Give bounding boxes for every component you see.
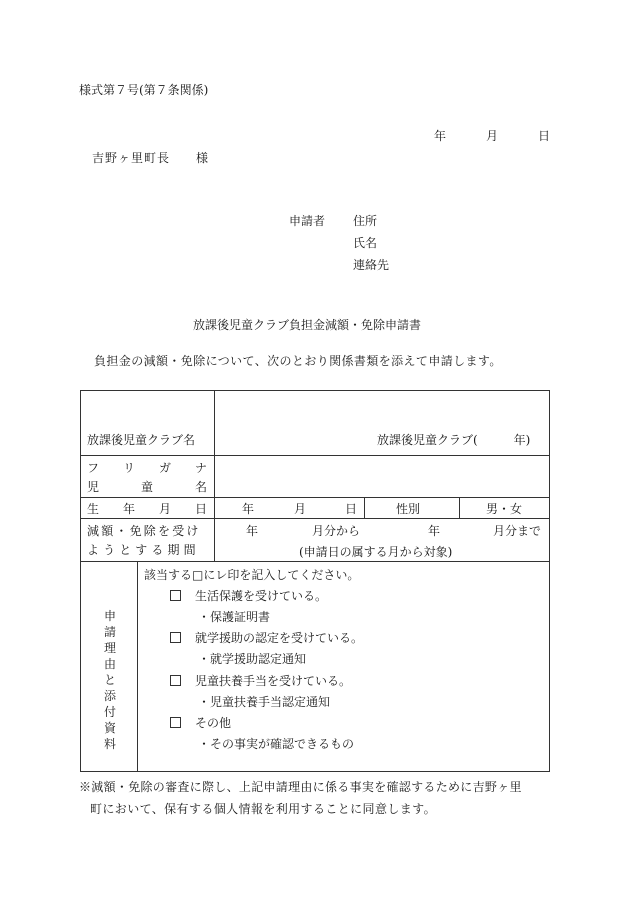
applicant-address-label: 住所	[353, 214, 378, 228]
reason-doc-4: ・その事実が確認できるもの	[198, 737, 355, 751]
child-name-label: 児 童 名	[87, 480, 207, 494]
period-label-line1: 減額・免除を受け	[87, 524, 201, 538]
checkbox-icon[interactable]	[170, 675, 181, 686]
birth-day-label: 日	[345, 502, 358, 516]
reason-doc-3: ・児童扶養手当認定通知	[198, 695, 331, 709]
period-month-to: 月分まで	[493, 524, 542, 538]
application-table	[80, 390, 550, 772]
form-number: 様式第７号(第７条関係)	[79, 83, 209, 97]
period-note: (申請日の属する月から対象)	[299, 545, 453, 559]
club-name-value[interactable]: 放課後児童クラブ( 年)	[377, 433, 531, 447]
reason-text: 児童扶養手当を受けている。	[195, 674, 352, 688]
period-year-from: 年	[246, 524, 259, 538]
reason-instruction: 該当する□にレ印を記入してください。	[144, 568, 360, 582]
checkbox-icon[interactable]	[170, 717, 181, 728]
reason-doc-1: ・保護証明書	[198, 610, 271, 624]
applicant-name-label: 氏名	[353, 236, 378, 250]
birth-month-label: 月	[294, 502, 307, 516]
furigana-label: フ リ ガ ナ	[87, 461, 207, 475]
sex-value[interactable]: 男・女	[486, 502, 523, 516]
reason-option-2[interactable]	[170, 631, 363, 645]
date-year-label: 年	[434, 129, 447, 143]
birth-year-label: 年	[242, 502, 255, 516]
consent-line-2: 町において、保有する個人情報を利用することに同意します。	[90, 802, 437, 816]
row-divider	[81, 497, 549, 498]
applicant-contact-label: 連絡先	[353, 258, 390, 272]
row-divider	[81, 455, 549, 456]
period-label-line2: ようとする期間	[87, 543, 200, 557]
reason-option-1[interactable]	[170, 589, 327, 603]
intro-text: 負担金の減額・免除について、次のとおり関係書類を添えて申請します。	[94, 354, 502, 368]
column-divider	[137, 561, 138, 771]
addressee-honorific: 様	[196, 151, 209, 165]
reason-option-3[interactable]	[170, 674, 351, 688]
club-name-label: 放課後児童クラブ名	[87, 433, 196, 447]
column-divider	[214, 391, 215, 561]
checkbox-icon[interactable]	[170, 632, 181, 643]
applicant-label: 申請者	[289, 214, 326, 228]
row-divider	[81, 518, 549, 519]
column-divider	[364, 497, 365, 518]
period-month-from: 月分から	[312, 524, 361, 538]
addressee-name: 吉野ヶ里町長	[92, 151, 171, 165]
birthdate-label: 生 年 月 日	[87, 502, 207, 516]
date-month-label: 月	[486, 129, 499, 143]
date-day-label: 日	[538, 129, 551, 143]
period-year-to: 年	[428, 524, 441, 538]
reason-text: その他	[195, 716, 232, 730]
row-divider	[81, 561, 549, 562]
reason-doc-2: ・就学援助認定通知	[198, 652, 307, 666]
column-divider	[459, 497, 460, 518]
consent-line-1: ※減額・免除の審査に際し、上記申請理由に係る事実を確認するために吉野ヶ里	[79, 780, 522, 794]
reason-text: 生活保護を受けている。	[195, 589, 328, 603]
document-title: 放課後児童クラブ負担金減額・免除申請書	[193, 318, 422, 332]
reason-text: 就学援助の認定を受けている。	[195, 631, 364, 645]
checkbox-icon[interactable]	[170, 590, 181, 601]
reason-label: 申請理由と添付資料	[103, 609, 116, 751]
reason-option-4[interactable]	[170, 716, 231, 730]
sex-label: 性別	[396, 502, 421, 516]
